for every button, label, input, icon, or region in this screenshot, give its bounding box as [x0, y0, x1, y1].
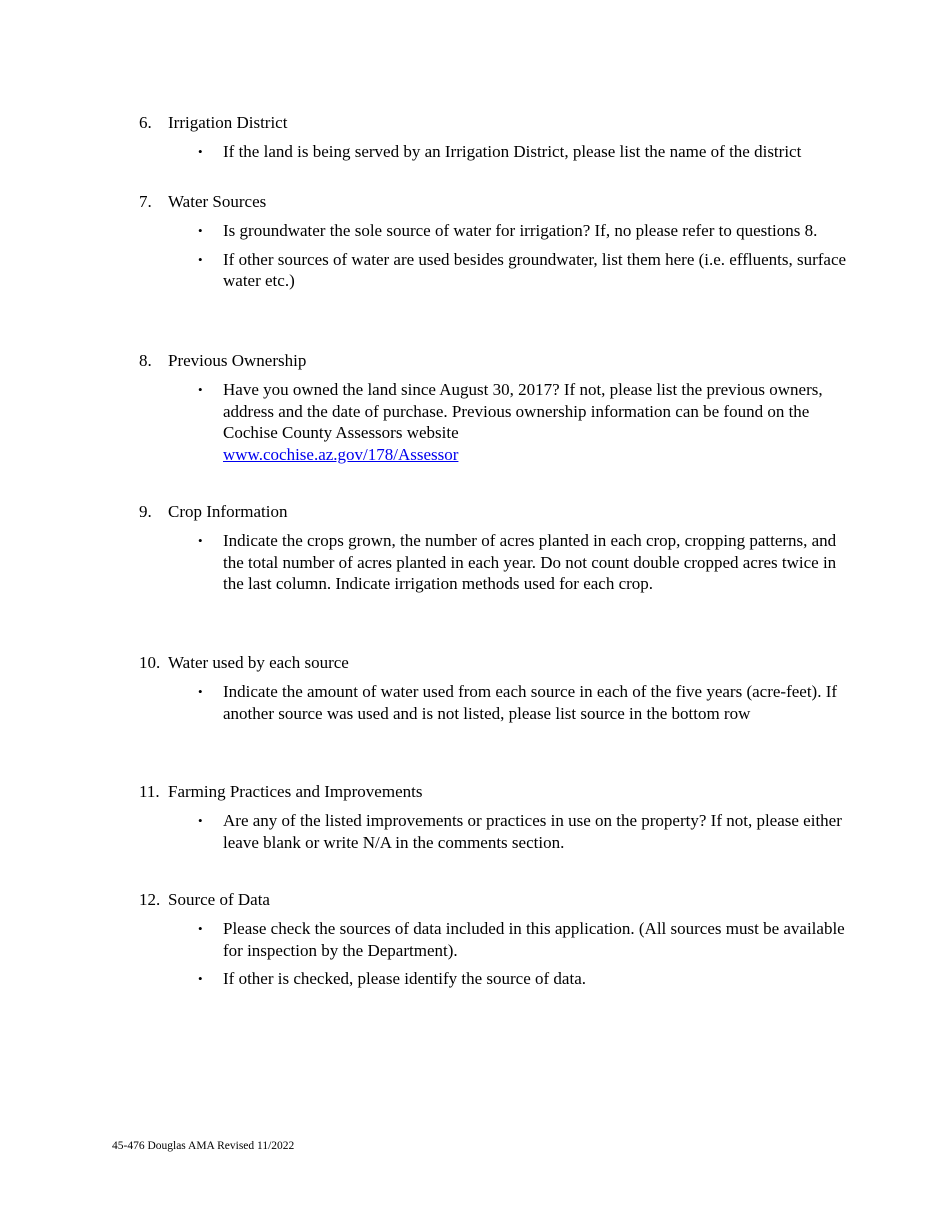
bullet-icon: • [198, 223, 203, 238]
section-heading [139, 191, 859, 213]
bullet-item [139, 141, 859, 163]
bullet-item [139, 220, 859, 242]
bullet-item [139, 530, 859, 595]
bullet-text: If the land is being served by an Irrigation District, please list the name of the district [223, 142, 802, 161]
section-title: Farming Practices and Improvements [168, 782, 423, 801]
section-farming-practices [139, 781, 859, 853]
section-heading [139, 350, 859, 372]
bullet-text: Have you owned the land since August 30, 2017? If not, please list the previous owners, address and the date of purchase. Previous ownership information can be found on the Cochise County Assessors website [223, 380, 823, 442]
section-title: Irrigation District [168, 113, 288, 132]
bullet-item [139, 918, 859, 961]
bullet-icon: • [198, 921, 203, 936]
section-heading [139, 889, 859, 911]
bullet-text: If other sources of water are used besides groundwater, list them here (i.e. effluents, surface water etc.) [223, 249, 847, 290]
section-heading [139, 501, 859, 523]
bullet-text: Is groundwater the sole source of water for irrigation? If, no please refer to questions 8. [223, 221, 818, 240]
bullet-icon: • [198, 684, 203, 699]
bullet-icon: • [198, 251, 203, 267]
section-title: Source of Data [168, 890, 270, 909]
section-title: Previous Ownership [168, 351, 307, 370]
bullet-icon: • [198, 813, 203, 828]
assessor-website-link[interactable]: www.cochise.az.gov/178/Assessor [223, 444, 459, 464]
bullet-item [139, 681, 859, 724]
section-water-used [139, 652, 859, 724]
bullet-item [139, 249, 859, 292]
bullet-text: Please check the sources of data included in this application. (All sources must be available for inspection by the Department). [223, 919, 845, 960]
section-number: 10. [139, 653, 161, 672]
bullet-text: Indicate the crops grown, the number of acres planted in each crop, cropping patterns, and the total number of acres planted in each year. Do not count double cropped acres twice in the last column. Indicate irrigation methods used for each crop. [223, 531, 837, 593]
bullet-icon: • [198, 382, 203, 397]
section-number: 12. [139, 890, 161, 909]
bullet-text: Are any of the listed improvements or practices in use on the property? If not, please either leave blank or write N/A in the comments section. [223, 811, 842, 852]
section-title: Crop Information [168, 502, 288, 521]
section-number: 6. [139, 113, 152, 132]
bullet-item [139, 968, 859, 990]
section-number: 8. [139, 351, 152, 370]
section-title: Water used by each source [168, 653, 349, 672]
section-crop-information [139, 501, 859, 595]
section-number: 11. [139, 782, 160, 801]
section-number: 9. [139, 502, 152, 521]
section-heading [139, 781, 859, 803]
bullet-icon: • [198, 971, 203, 986]
section-source-of-data [139, 889, 859, 990]
section-irrigation-district [139, 112, 859, 163]
bullet-text: If other is checked, please identify the source of data. [223, 969, 586, 988]
section-heading [139, 652, 859, 674]
bullet-icon: • [198, 533, 203, 548]
section-title: Water Sources [168, 192, 267, 211]
bullet-icon: • [198, 144, 203, 159]
bullet-item [139, 379, 859, 465]
section-water-sources [139, 191, 859, 292]
section-previous-ownership [139, 350, 859, 465]
section-heading [139, 112, 859, 134]
page-footer: 45-476 Douglas AMA Revised 11/2022 [112, 1140, 295, 1152]
bullet-text: Indicate the amount of water used from each source in each of the five years (acre-feet). If another source was used and is not listed, please list source in the bottom row [223, 682, 838, 723]
bullet-item [139, 810, 859, 853]
section-number: 7. [139, 192, 152, 211]
